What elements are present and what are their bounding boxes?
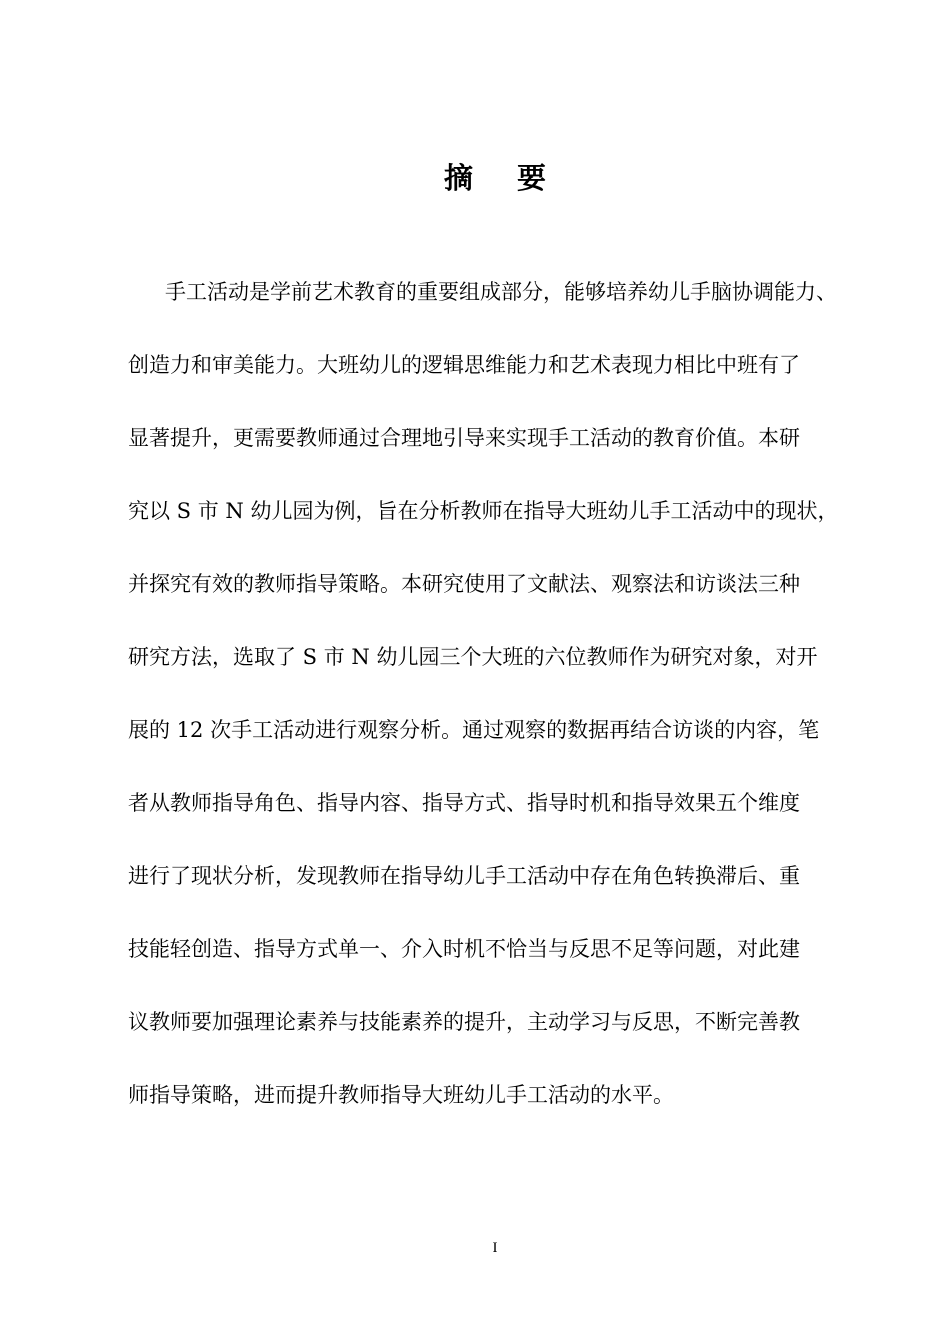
abstract-line-2: 创造力和审美能力。大班幼儿的逻辑思维能力和艺术表现力相比中班有了	[128, 353, 800, 377]
page-title-char-1: 摘	[443, 161, 473, 195]
abstract-line-12: 师指导策略，进而提升教师指导大班幼儿手工活动的水平。	[128, 1083, 674, 1107]
page-title-char-2: 要	[517, 161, 547, 195]
abstract-line-7: 展的 12 次手工活动进行观察分析。通过观察的数据再结合访谈的内容，笔	[128, 718, 820, 742]
abstract-line-8: 者从教师指导角色、指导内容、指导方式、指导时机和指导效果五个维度	[128, 791, 800, 815]
abstract-line-9: 进行了现状分析，发现教师在指导幼儿手工活动中存在角色转换滞后、重	[128, 864, 800, 888]
page-number: I	[492, 1240, 498, 1256]
abstract-line-6: 研究方法，选取了 S 市 N 幼儿园三个大班的六位教师作为研究对象，对开	[128, 645, 818, 669]
abstract-line-3: 显著提升，更需要教师通过合理地引导来实现手工活动的教育价值。本研	[128, 426, 800, 450]
abstract-line-1: 手工活动是学前艺术教育的重要组成部分，能够培养幼儿手脑协调能力、	[165, 280, 837, 304]
page-title	[0, 158, 950, 198]
abstract-line-11: 议教师要加强理论素养与技能素养的提升，主动学习与反思，不断完善教	[128, 1010, 800, 1034]
abstract-line-5: 并探究有效的教师指导策略。本研究使用了文献法、观察法和访谈法三种	[128, 572, 800, 596]
abstract-line-10: 技能轻创造、指导方式单一、介入时机不恰当与反思不足等问题，对此建	[128, 937, 800, 961]
abstract-line-4: 究以 S 市 N 幼儿园为例，旨在分析教师在指导大班幼儿手工活动中的现状，	[128, 499, 839, 523]
